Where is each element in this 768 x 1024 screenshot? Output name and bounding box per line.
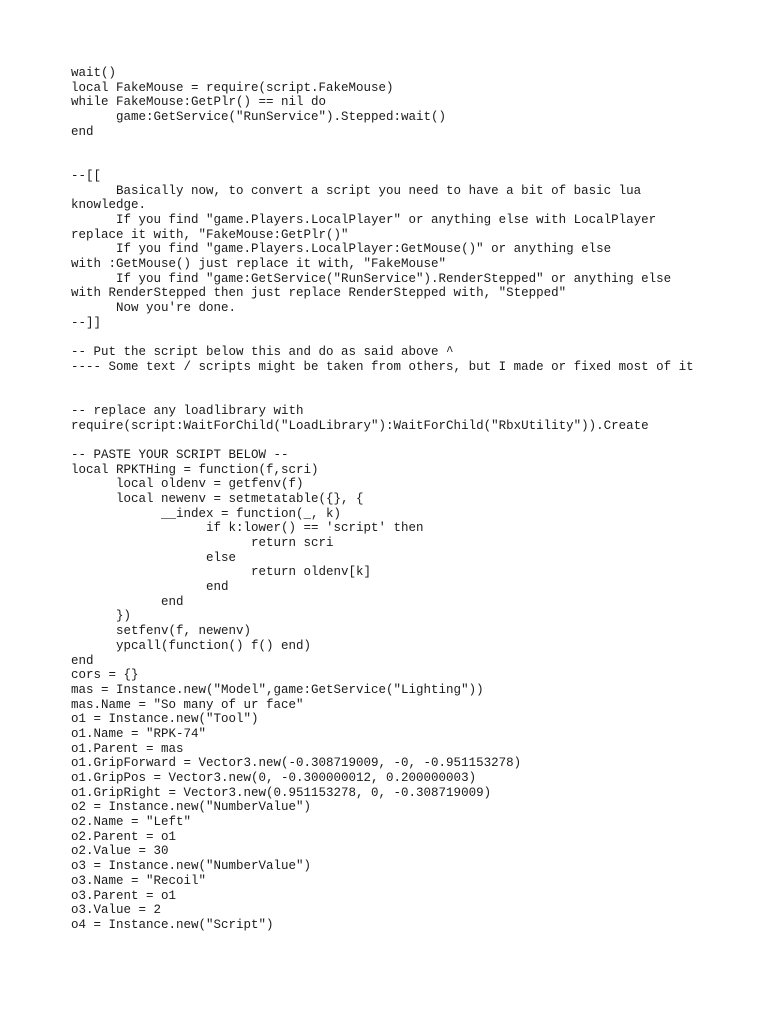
code-line: with RenderStepped then just replace RenderStepped with, "Stepped" — [71, 286, 567, 301]
code-line: o2.Name = "Left" — [71, 815, 192, 830]
code-line: setfenv(f, newenv) — [71, 624, 252, 639]
code-line: -- Put the script below this and do as said above ^ — [71, 345, 454, 360]
code-line: --[[ — [71, 168, 102, 183]
code-line: end — [71, 653, 94, 668]
code-line: local RPKTHing = function(f,scri) — [71, 462, 319, 477]
code-line: o1.GripRight = Vector3.new(0.951153278, 0, -0.308719009) — [71, 785, 492, 800]
code-line: __index = function(_, k) — [71, 506, 342, 521]
code-line — [71, 433, 751, 448]
code-line: require(script:WaitForChild("LoadLibrary"):WaitForChild("RbxUtility")).Create — [71, 418, 649, 433]
code-line — [71, 139, 751, 154]
code-line: o1.GripForward = Vector3.new(-0.308719009, -0, -0.951153278) — [71, 756, 522, 771]
code-line: with :GetMouse() just replace it with, "FakeMouse" — [71, 256, 447, 271]
code-line: ypcall(function() f() end) — [71, 638, 312, 653]
code-line: while FakeMouse:GetPlr() == nil do — [71, 95, 327, 110]
code-line: end — [71, 580, 229, 595]
code-line: If you find "game:GetService("RunService").RenderStepped" or anything else — [71, 271, 672, 286]
code-line: o3.Name = "Recoil" — [71, 873, 207, 888]
code-line: o3.Value = 2 — [71, 903, 162, 918]
code-line: o3 = Instance.new("NumberValue") — [71, 859, 312, 874]
code-line: -- PASTE YOUR SCRIPT BELOW -- — [71, 447, 289, 462]
code-line — [71, 389, 751, 404]
code-line: if k:lower() == 'script' then — [71, 521, 424, 536]
code-line: return scri — [71, 536, 334, 550]
code-line: o1.Parent = mas — [71, 741, 184, 756]
code-line: o1.GripPos = Vector3.new(0, -0.300000012, 0.200000003) — [71, 771, 477, 785]
code-line: o2.Value = 30 — [71, 844, 169, 859]
code-line: cors = {} — [71, 668, 139, 683]
code-line: --]] — [71, 315, 102, 330]
code-line: o2.Parent = o1 — [71, 829, 177, 844]
code-line: knowledge. — [71, 198, 147, 213]
code-line: end — [71, 124, 94, 139]
code-line: local newenv = setmetatable({}, { — [71, 491, 364, 506]
code-line: game:GetService("RunService").Stepped:wait() — [71, 110, 447, 125]
code-line: o1.Name = "RPK-74" — [71, 726, 207, 741]
code-line: -- replace any loadlibrary with — [71, 403, 304, 418]
code-line: else — [71, 550, 237, 565]
code-line: wait() — [71, 66, 117, 80]
code-line: mas = Instance.new("Model",game:GetService("Lighting")) — [71, 682, 484, 697]
code-line: mas.Name = "So many of ur face" — [71, 697, 304, 712]
code-line: Now you're done. — [71, 301, 237, 315]
code-line: }) — [71, 609, 132, 624]
code-line: o2 = Instance.new("NumberValue") — [71, 800, 312, 815]
code-line: o4 = Instance.new("Script") — [71, 917, 274, 932]
code-line: Basically now, to convert a script you need to have a bit of basic lua — [71, 183, 642, 198]
document-page — [71, 66, 751, 933]
code-line: local oldenv = getfenv(f) — [71, 477, 304, 492]
code-line — [71, 374, 751, 389]
code-line: If you find "game.Players.LocalPlayer" or anything else with LocalPlayer — [71, 212, 657, 227]
code-line: ---- Some text / scripts might be taken from others, but I made or fixed most of it — [71, 359, 694, 374]
code-line: If you find "game.Players.LocalPlayer:GetMouse()" or anything else — [71, 242, 612, 257]
code-line — [71, 154, 751, 169]
code-line: return oldenv[k] — [71, 565, 372, 580]
code-line: end — [71, 594, 184, 609]
code-line: replace it with, "FakeMouse:GetPlr()" — [71, 227, 349, 242]
code-line — [71, 330, 751, 345]
code-line: local FakeMouse = require(script.FakeMouse) — [71, 80, 394, 95]
code-line: o3.Parent = o1 — [71, 888, 177, 903]
code-line: o1 = Instance.new("Tool") — [71, 712, 259, 727]
